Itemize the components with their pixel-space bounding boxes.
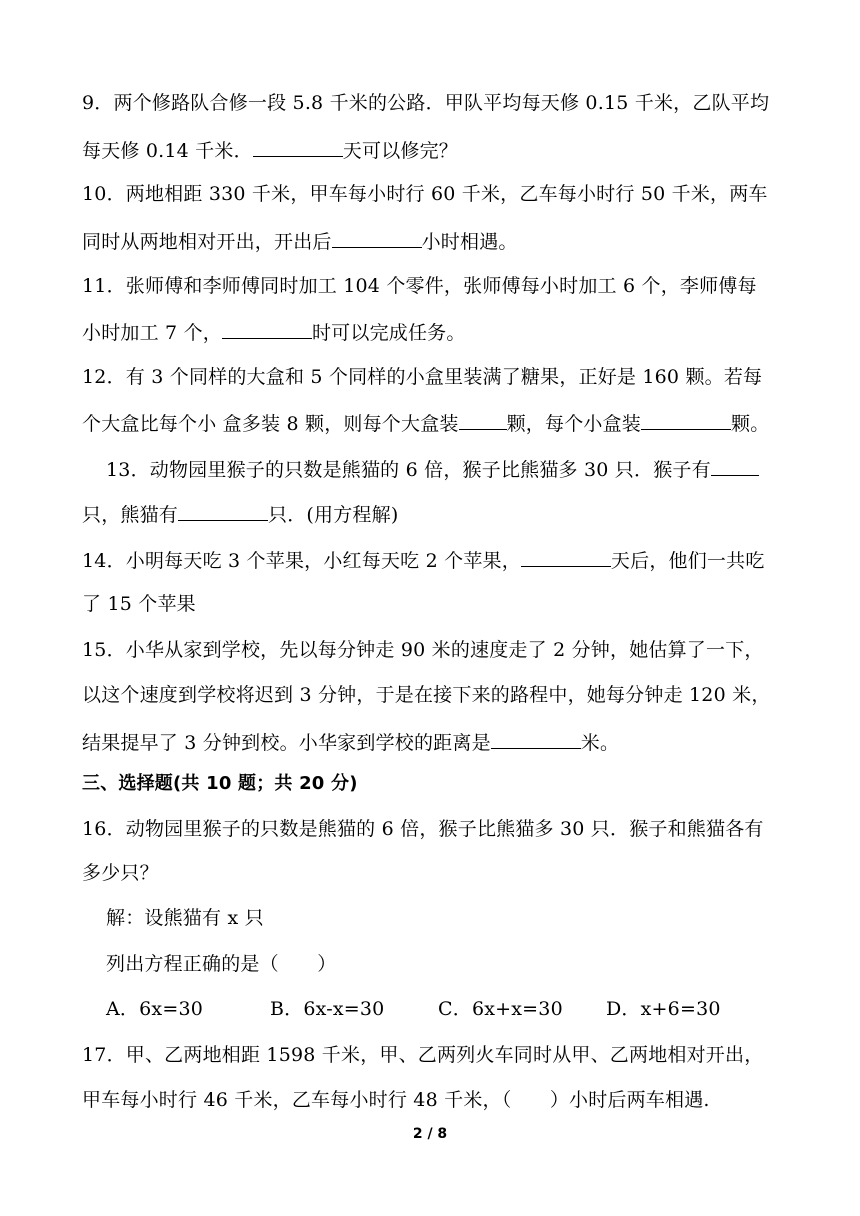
option-c[interactable]: C．6x+x=30 <box>438 998 563 1020</box>
answer-blank[interactable] <box>222 318 312 339</box>
option-a[interactable]: A．6x=30 <box>106 998 204 1020</box>
answer-blank[interactable] <box>521 546 611 567</box>
question-14-line-1: 14．小明每天吃 3 个苹果，小红每天吃 2 个苹果， 天后，他们一共吃 <box>82 546 765 574</box>
question-16-line-1: 16．动物园里猴子的只数是熊猫的 6 倍，猴子比熊猫多 30 只．猴子和熊猫各有 <box>82 818 764 840</box>
answer-blank[interactable] <box>491 728 581 749</box>
question-10-line-1: 10．两地相距 330 千米，甲车每小时行 60 千米，乙车每小时行 50 千米，两车 <box>82 183 768 205</box>
answer-blank[interactable] <box>641 409 731 430</box>
option-d[interactable]: D．x+6=30 <box>606 998 721 1020</box>
question-12-line-1: 12．有 3 个同样的大盒和 5 个同样的小盒里装满了糖果，正好是 160 颗。若每 <box>82 366 763 388</box>
question-16-prompt: 列出方程正确的是（ ） <box>106 953 337 975</box>
question-15-line-3: 结果提早了 3 分钟到校。小华家到学校的距离是 米。 <box>82 728 619 756</box>
answer-blank[interactable] <box>332 227 422 248</box>
answer-blank[interactable] <box>459 409 507 430</box>
question-17-line-2: 甲车每小时行 46 千米，乙车每小时行 48 千米，（ ）小时后两车相遇. <box>82 1089 710 1111</box>
option-b[interactable]: B．6x-x=30 <box>270 998 385 1020</box>
question-16-solution: 解：设熊猫有 x 只 <box>106 907 264 929</box>
question-9-line-2: 每天修 0.14 千米． 天可以修完？ <box>82 136 458 164</box>
section-heading: 三、选择题(共 10 题；共 20 分) <box>82 773 358 794</box>
question-17-line-1: 17．甲、乙两地相距 1598 千米，甲、乙两列火车同时从甲、乙两地相对开出， <box>82 1044 764 1066</box>
question-13-line-1: 13．动物园里猴子的只数是熊猫的 6 倍，猴子比熊猫多 30 只．猴子有 <box>106 455 759 483</box>
answer-blank[interactable] <box>711 455 759 476</box>
question-11-line-1: 11．张师傅和李师傅同时加工 104 个零件，张师傅每小时加工 6 个，李师傅每 <box>82 275 757 297</box>
question-12-line-2: 个大盒比每个小 盒多装 8 颗，则每个大盒装 颗，每个小盒装 颗。 <box>82 409 769 437</box>
question-10-line-2: 同时从两地相对开出，开出后 小时相遇。 <box>82 227 518 255</box>
question-15-line-2: 以这个速度到学校将迟到 3 分钟，于是在接下来的路程中，她每分钟走 120 米， <box>82 684 771 706</box>
question-16-line-2: 多少只？ <box>82 862 159 884</box>
question-14-line-2: 了 15 个苹果 <box>82 593 196 615</box>
answer-blank[interactable] <box>253 136 343 157</box>
answer-blank[interactable] <box>178 500 268 521</box>
question-11-line-2: 小时加工 7 个， 时可以完成任务。 <box>82 318 466 346</box>
page-number: 2 / 8 <box>412 1126 448 1142</box>
question-9-line-1: 9．两个修路队合修一段 5.8 千米的公路．甲队平均每天修 0.15 千米，乙队平均 <box>82 92 770 114</box>
question-16-options <box>106 996 726 1022</box>
question-15-line-1: 15．小华从家到学校，先以每分钟走 90 米的速度走了 2 分钟，她估算了一下， <box>82 639 764 661</box>
question-13-line-2: 只，熊猫有 只．(用方程解) <box>82 500 398 528</box>
